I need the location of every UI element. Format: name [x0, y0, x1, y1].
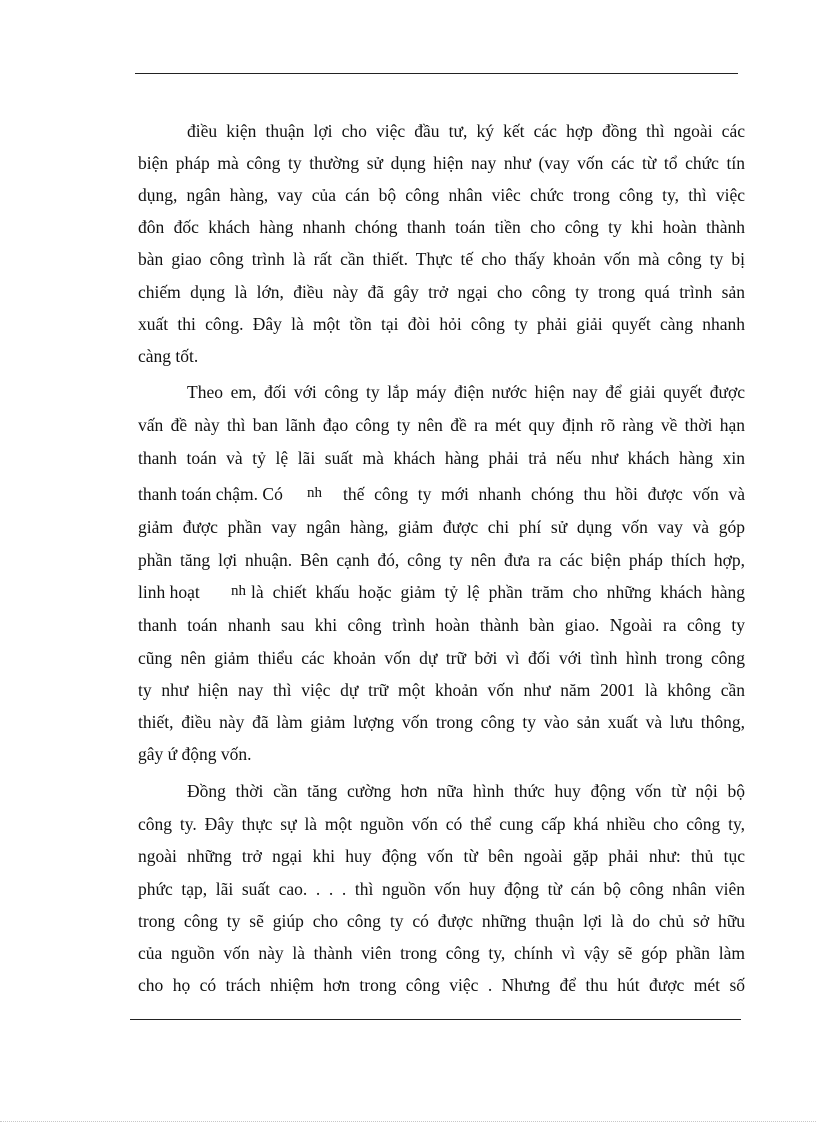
text-line: cũng nên giảm thiểu các khoản vốn dự trữ bởi vì đối với tình hình trong công [138, 648, 745, 668]
text-line: biện pháp mà công ty thường sử dụng hiện nay như (vay vốn các từ tổ chức tín [138, 153, 745, 173]
text-line: vấn đề này thì ban lãnh đạo công ty nên đề ra mét quy định rõ ràng về thời hạn [138, 415, 745, 435]
text-line: dụng, ngân hàng, vay của cán bộ công nhân viêc chức trong công ty, thì việc [138, 185, 745, 205]
text-line: Đồng thời cần tăng cường hơn nữa hình thức huy động vốn từ nội bộ [187, 781, 745, 801]
text-line: trong công ty sẽ giúp cho công ty có được những thuận lợi là do chủ sở hữu [138, 911, 745, 931]
text-line: cho họ có trách nhiệm hơn trong công việc . Nhưng để thu hút được mét số [138, 975, 745, 995]
text-line: bàn giao công trình là rất cần thiết. Thực tế cho thấy khoản vốn mà công ty bị [138, 249, 745, 269]
text-line: càng tốt. [138, 346, 199, 366]
text-line: giảm được phần vay ngân hàng, giảm được chi phí sử dụng vốn vay và góp [138, 517, 745, 537]
text-line: gây ứ động vốn. [138, 744, 252, 764]
subscript-fragment: nh [231, 583, 246, 599]
page-edge-dots [0, 1121, 816, 1122]
header-rule [135, 73, 738, 74]
text-fragment: linh hoạt [138, 582, 200, 602]
text-line: chiếm dụng là lớn, điều này đã gây trở ngại cho công ty trong quá trình sản [138, 282, 745, 302]
text-line: của nguồn vốn này là thành viên trong công ty, chính vì vậy sẽ góp phần làm [138, 943, 745, 963]
text-line: đôn đốc khách hàng nhanh chóng thanh toán tiền cho công ty khi hoàn thành [138, 217, 745, 237]
text-line: công ty. Đây thực sự là một nguồn vốn có thể cung cấp khá nhiều cho công ty, [138, 814, 745, 834]
text-fragment: thanh toán chậm. Có [138, 484, 283, 504]
text-line: thanh toán và tỷ lệ lãi suất mà khách hàng phải trả nếu như khách hàng xin [138, 448, 745, 468]
text-line: thiết, điều này đã làm giảm lượng vốn trong công ty vào sản xuất và lưu thông, [138, 712, 745, 732]
text-line: phức tạp, lãi suất cao. . . . thì nguồn vốn huy động từ cán bộ công nhân viên [138, 879, 745, 899]
footer-rule [130, 1019, 741, 1020]
text-fragment: thế công ty mới nhanh chóng thu hồi được vốn và [343, 484, 745, 504]
text-line: thanh toán nhanh sau khi công trình hoàn thành bàn giao. Ngoài ra công ty [138, 615, 745, 635]
text-fragment: là chiết khấu hoặc giảm tỷ lệ phần trăm cho những khách hàng [251, 582, 745, 602]
text-line: điều kiện thuận lợi cho việc đầu tư, ký kết các hợp đồng thì ngoài các [187, 121, 745, 141]
text-line: phần tăng lợi nhuận. Bên cạnh đó, công ty nên đưa ra các biện pháp thích hợp, [138, 550, 745, 570]
text-line: xuất thi công. Đây là một tồn tại đòi hỏi công ty phải giải quyết càng nhanh [138, 314, 745, 334]
text-line: Theo em, đối với công ty lắp máy điện nước hiện nay để giải quyết được [187, 382, 745, 402]
text-line: ngoài những trở ngại khi huy động vốn từ bên ngoài gặp phải như: thủ tục [138, 846, 745, 866]
text-line: ty như hiện nay thì việc dự trữ một khoản vốn như năm 2001 là không cần [138, 680, 745, 700]
subscript-fragment: nh [307, 485, 322, 501]
